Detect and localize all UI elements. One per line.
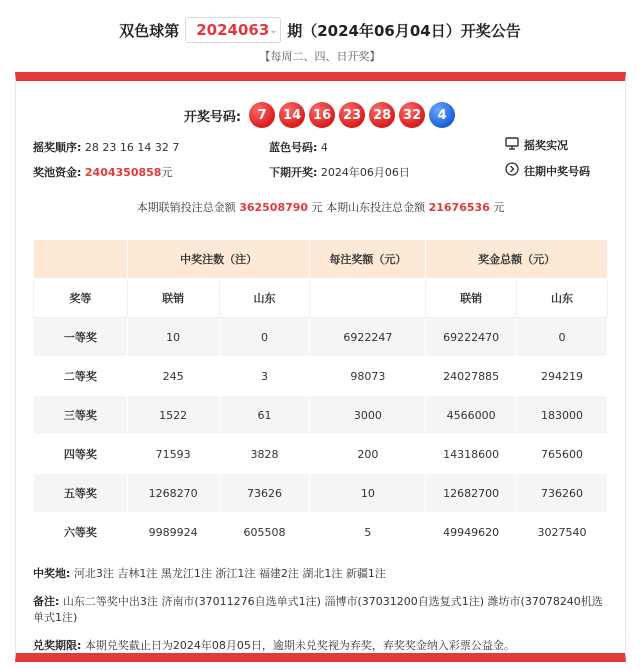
header-total-lianxiao: 联销 <box>426 279 517 318</box>
page-header <box>0 0 640 70</box>
table-row <box>34 357 608 396</box>
total-shandong: 183000 <box>517 396 608 435</box>
draw-order <box>33 139 179 155</box>
prize-pool <box>33 164 172 180</box>
notes-section <box>33 566 608 666</box>
claim-deadline-text: 本期兑奖截止日为2024年08月05日，逾期未兑奖视为弃奖，弃奖奖金纳入彩票公益金。 <box>81 639 515 652</box>
total-shandong: 3027540 <box>517 513 608 552</box>
per-prize: 5 <box>310 513 426 552</box>
header-winners: 中奖注数（注） <box>127 240 310 279</box>
announcement-card <box>15 72 626 662</box>
total-shandong: 0 <box>517 318 608 357</box>
prize-pool-label: 奖池资金: <box>33 166 82 179</box>
red-ball: 32 <box>399 102 425 128</box>
issue-select[interactable] <box>185 17 281 43</box>
next-draw <box>269 164 410 180</box>
header-total-shandong: 山东 <box>517 279 608 318</box>
title-prefix: 双色球第 <box>119 21 180 40</box>
red-ball: 23 <box>339 102 365 128</box>
table-row <box>34 513 608 552</box>
prize-level: 六等奖 <box>34 513 128 552</box>
total-lianxiao: 14318600 <box>426 435 517 474</box>
total-lianxiao: 4566000 <box>426 396 517 435</box>
winner-locations-label: 中奖地: <box>33 567 71 580</box>
header-winners-lianxiao: 联销 <box>127 279 219 318</box>
blue-number-value: 4 <box>320 140 328 154</box>
chevron-down-icon: ⌄ <box>269 24 278 36</box>
per-prize: 98073 <box>310 357 426 396</box>
blue-number <box>269 139 328 155</box>
totals-text-3: 元 <box>493 201 505 214</box>
prize-pool-value: 2404350858 <box>84 165 162 179</box>
title-suffix: 期（2024年06月04日）开奖公告 <box>287 21 521 40</box>
table-header-row <box>34 240 608 279</box>
prize-level: 三等奖 <box>34 396 128 435</box>
winners-shandong: 3 <box>219 357 310 396</box>
winners-lianxiao: 1522 <box>127 396 219 435</box>
blue-ball: 4 <box>429 102 455 128</box>
arrow-circle-icon <box>505 162 519 179</box>
totals-text-1: 本期联销投注总金额 <box>136 201 236 214</box>
remarks <box>33 594 608 626</box>
prize-level: 二等奖 <box>34 357 128 396</box>
remarks-label: 备注: <box>33 595 60 608</box>
issue-value: 2024063 <box>196 21 270 39</box>
per-prize: 10 <box>310 474 426 513</box>
draw-order-label: 摇奖顺序: <box>33 141 82 154</box>
table-row <box>34 318 608 357</box>
remarks-text: 山东二等奖中出3注 济南市(37011276自选单式1注) 淄博市(37031200自选复式1注) 潍坊市(37078240机选单式1注) <box>33 595 603 624</box>
winning-numbers-label: 开奖号码: <box>183 109 242 125</box>
draw-order-value: 28 23 16 14 32 7 <box>84 140 180 154</box>
next-draw-label: 下期开奖: <box>269 166 318 179</box>
totals-shandong-value: 21676536 <box>428 201 490 214</box>
prize-level: 五等奖 <box>34 474 128 513</box>
total-lianxiao: 69222470 <box>426 318 517 357</box>
table-subheader-row <box>34 279 608 318</box>
winners-lianxiao: 10 <box>127 318 219 357</box>
header-level: 奖等 <box>34 279 128 318</box>
total-lianxiao: 12682700 <box>426 474 517 513</box>
header-winners-shandong: 山东 <box>219 279 310 318</box>
red-ball: 16 <box>309 102 335 128</box>
header-per-blank <box>310 279 426 318</box>
prize-table <box>33 239 608 552</box>
total-shandong: 294219 <box>517 357 608 396</box>
winners-lianxiao: 1268270 <box>127 474 219 513</box>
winner-locations <box>33 566 608 582</box>
total-lianxiao: 24027885 <box>426 357 517 396</box>
per-prize: 200 <box>310 435 426 474</box>
winner-locations-text: 河北3注 吉林1注 黑龙江1注 浙江1注 福建2注 湖北1注 新疆1注 <box>70 567 386 580</box>
total-shandong: 765600 <box>517 435 608 474</box>
winners-shandong: 61 <box>219 396 310 435</box>
monitor-icon <box>505 137 519 153</box>
winners-lianxiao: 245 <box>127 357 219 396</box>
claim-deadline-label: 兑奖期限: <box>33 639 82 652</box>
sales-totals <box>16 199 625 221</box>
totals-text-2: 元 本期山东投注总金额 <box>311 201 426 214</box>
blue-number-label: 蓝色号码: <box>269 141 318 154</box>
draw-info <box>16 137 625 199</box>
header-blank <box>34 240 128 279</box>
winners-shandong: 73626 <box>219 474 310 513</box>
table-row <box>34 474 608 513</box>
claim-deadline <box>33 638 608 654</box>
history-label: 往期中奖号码 <box>524 164 590 178</box>
header-total-prize: 奖金总额（元） <box>426 240 608 279</box>
red-ball: 28 <box>369 102 395 128</box>
live-video-label: 摇奖实况 <box>524 139 568 152</box>
winners-shandong: 605508 <box>219 513 310 552</box>
red-ball: 14 <box>279 102 305 128</box>
total-shandong: 736260 <box>517 474 608 513</box>
prize-level: 一等奖 <box>34 318 128 357</box>
red-ball: 7 <box>249 102 275 128</box>
title-row <box>0 0 640 46</box>
history-link[interactable] <box>505 162 590 179</box>
header-per-prize: 每注奖额（元） <box>310 240 426 279</box>
total-lianxiao: 49949620 <box>426 513 517 552</box>
table-row <box>34 435 608 474</box>
winning-numbers <box>16 100 625 130</box>
prize-level: 四等奖 <box>34 435 128 474</box>
winners-lianxiao: 9989924 <box>127 513 219 552</box>
table-row <box>34 396 608 435</box>
prize-pool-unit: 元 <box>161 166 173 179</box>
draw-schedule: 【每周二、四、日开奖】 <box>259 50 381 63</box>
next-draw-value: 2024年06月06日 <box>320 166 410 179</box>
per-prize: 6922247 <box>310 318 426 357</box>
live-video-link[interactable] <box>505 137 568 153</box>
winners-lianxiao: 71593 <box>127 435 219 474</box>
winners-shandong: 0 <box>219 318 310 357</box>
winners-shandong: 3828 <box>219 435 310 474</box>
totals-lianxiao-value: 362508790 <box>239 201 309 214</box>
per-prize: 3000 <box>310 396 426 435</box>
